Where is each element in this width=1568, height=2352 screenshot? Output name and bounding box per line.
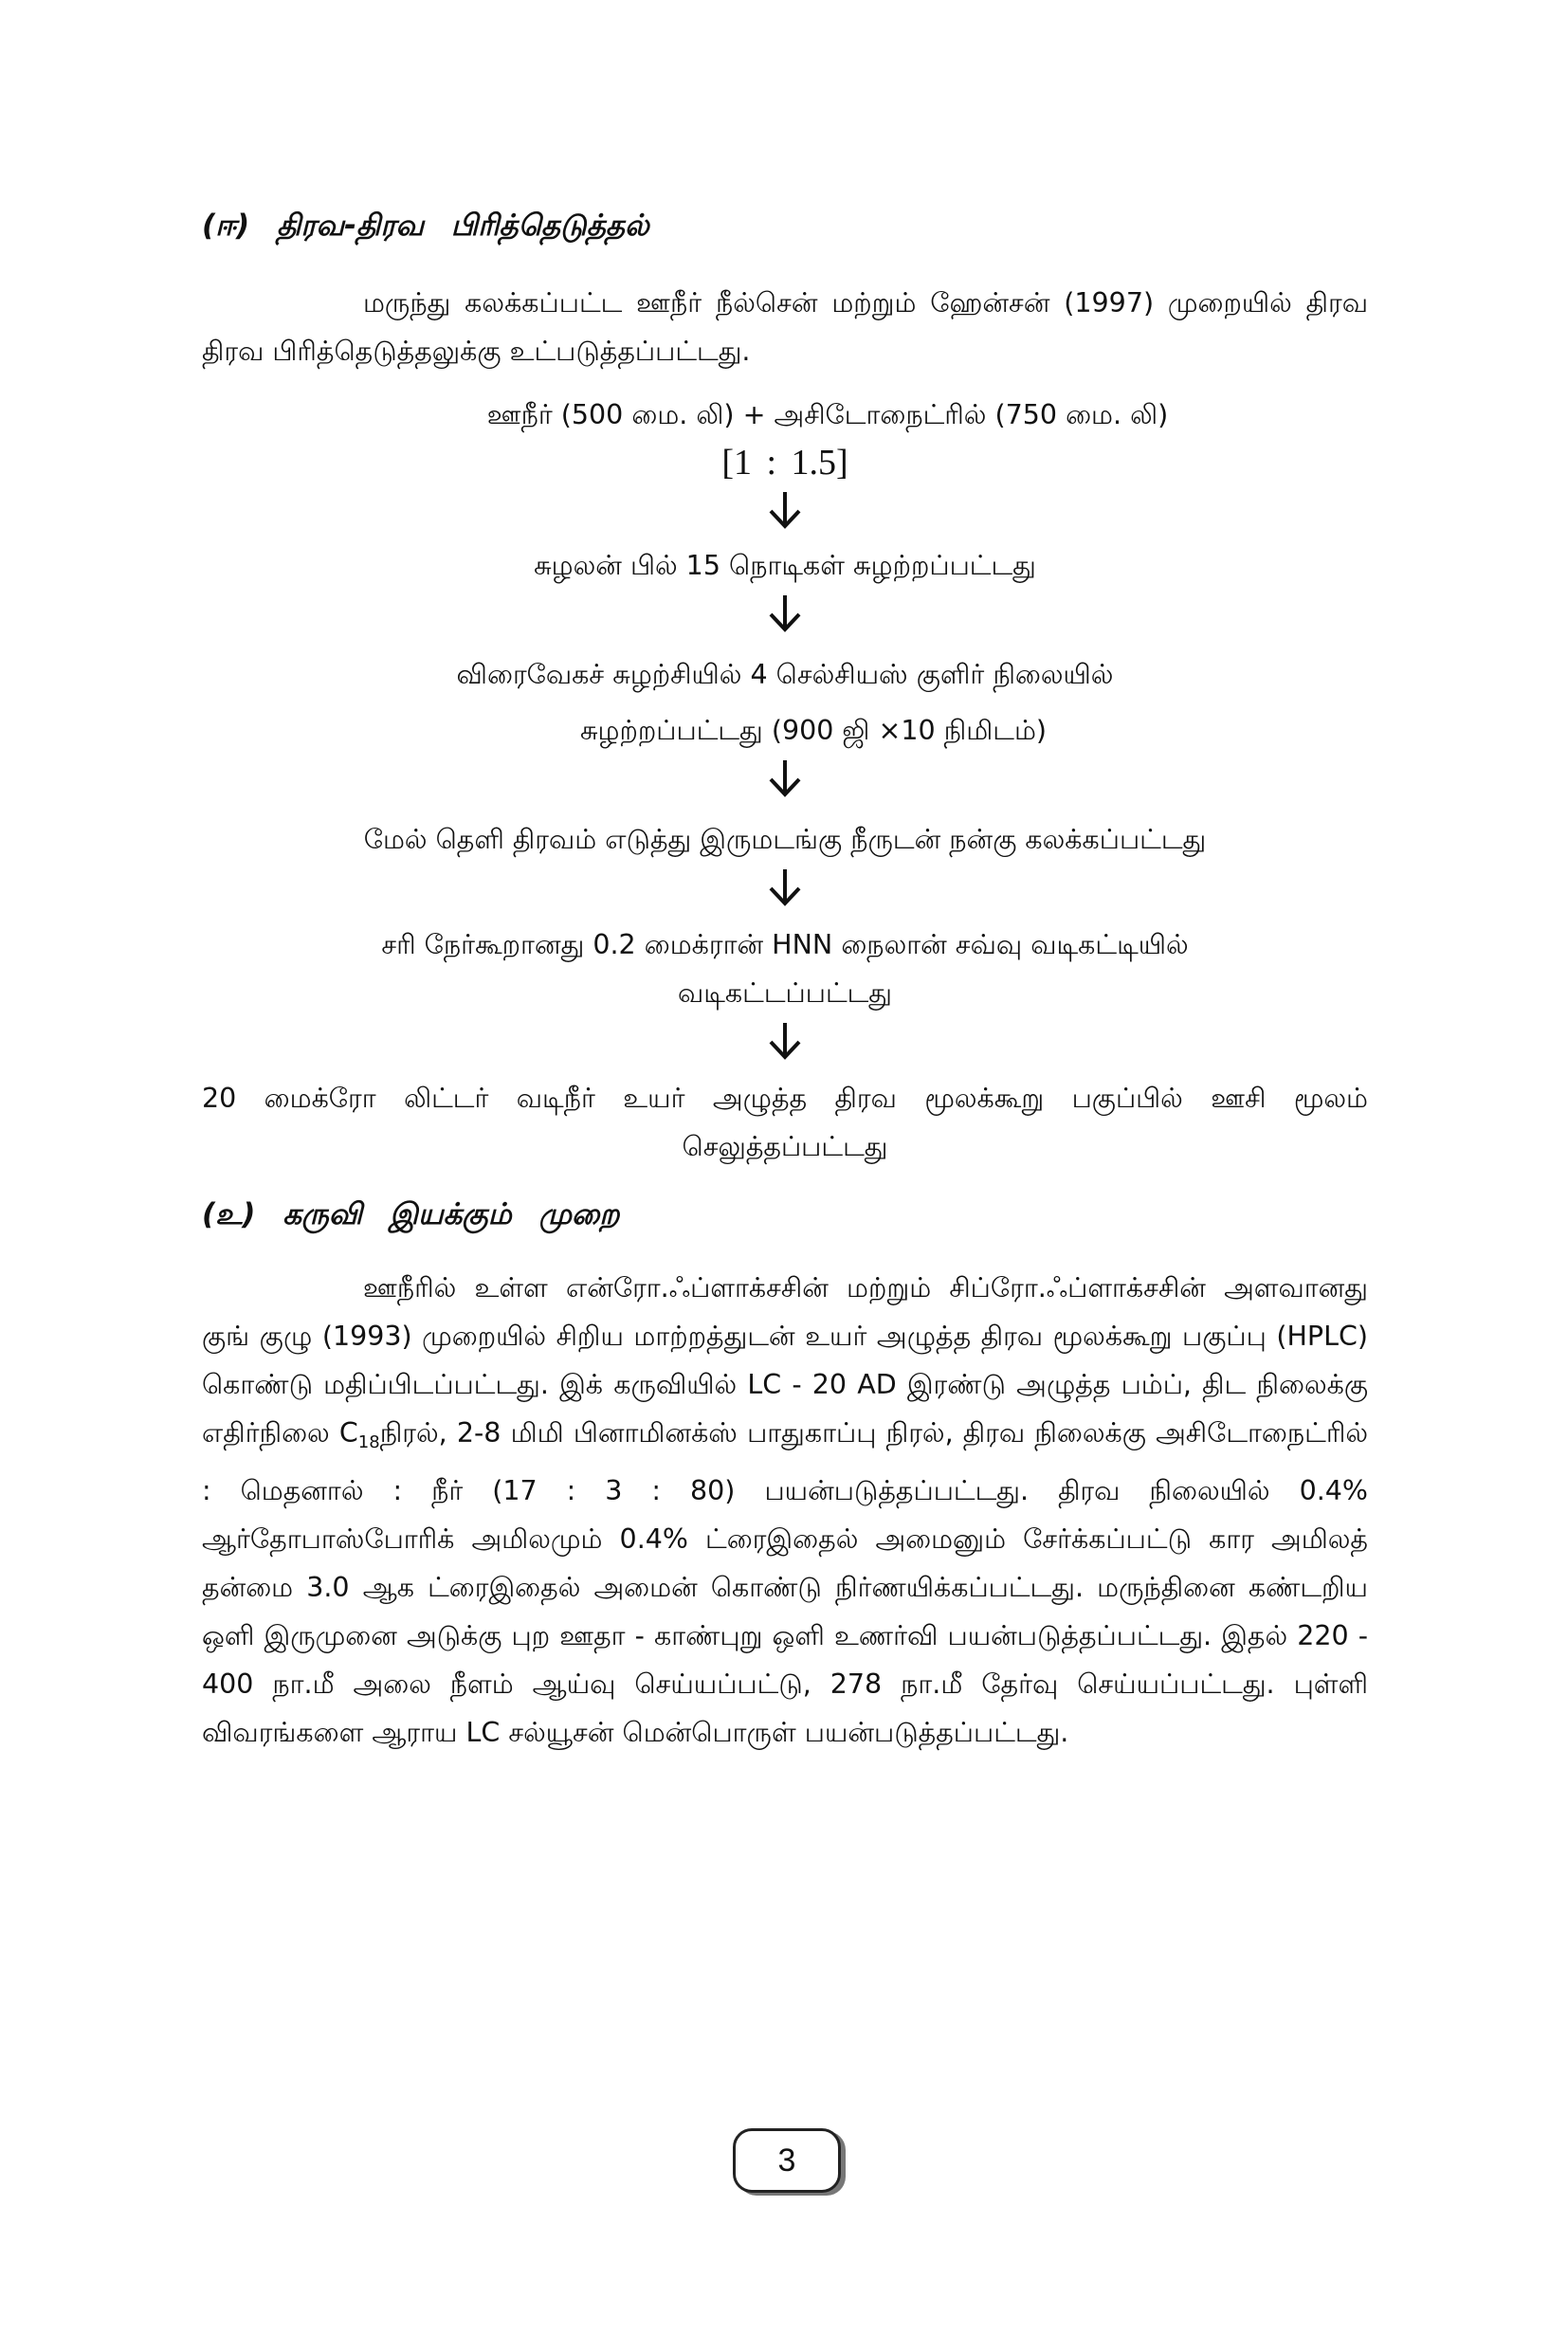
down-arrow-icon: [202, 590, 1368, 637]
down-arrow-icon: [202, 755, 1368, 802]
down-arrow-icon: [202, 1017, 1368, 1065]
page-number-badge: [733, 2128, 841, 2193]
instrument-method-paragraph: [202, 1264, 1368, 1757]
flow-step-injection: 20 மைக்ரோ லிட்டர் வடிநீர் உயர் அழுத்த திரவ மூலக்கூறு பகுப்பில் ஊசி மூலம் செலுத்தப்பட்டது: [202, 1083, 1368, 1162]
flow-step-filter-line2: வடிகட்டப்பட்டது: [677, 977, 893, 1009]
page-number: 3: [777, 2142, 796, 2179]
instrument-text-part2: நிரல், 2-8 மிமி பினாமினக்ஸ் பாதுகாப்பு நிரல், திரவ நிலைக்கு அசிடோநைட்ரில் : மெதனால் : நீர் (17 : 3 : 80) பயன்படுத்தப்பட்டது. திரவ நிலையில் 0.4% ஆர்தோபாஸ்போரிக் அமிலமும் 0.4% ட்ரைஇதைல் அமைனும் சேர்க்கப்பட்டு கார அமிலத் தன்மை 3.0 ஆக ட்ரைஇதைல் அமைன் கொண்டு நிர்ணயிக்கப்பட்டது. மருந்தினை கண்டறிய ஒளி இருமுனை அடுக்கு புற ஊதா - காண்புறு ஒளி உணர்வி பயன்படுத்தப்பட்டது. இதல் 220 - 400 நா.மீ அலை நீளம் ஆய்வு செய்யப்பட்டு, 278 நா.மீ தேர்வு செய்யப்பட்டது. புள்ளி விவரங்களை ஆராய LC சல்யூசன் மென்பொருள் பயன்படுத்தப்பட்டது.: [202, 1417, 1368, 1748]
section-heading-liquid-extraction: (ஈ) திரவ-திரவ பிரித்தெடுத்தல்: [202, 209, 649, 243]
flow-step-vortex: சுழலன் பில் 15 நொடிகள் சுழற்றப்பட்டது: [534, 550, 1036, 581]
flow-ratio: [1 : 1.5]: [721, 443, 848, 483]
flow-step-filter-line1: சரி நேர்கூறானது 0.2 மைக்ரான் HNN நைலான் சவ்வு வடிகட்டியில்: [381, 929, 1189, 960]
flow-step-sample-mix: ஊநீர் (500 மை. லி) + அசிடோநைட்ரில் (750 மை. லி): [486, 399, 1169, 430]
extraction-intro-paragraph: மருந்து கலக்கப்பட்ட ஊநீர் நீல்சென் மற்றும் ஹேன்சன் (1997) முறையில் திரவ திரவ பிரித்தெடுத்தலுக்கு உட்படுத்தப்பட்டது.: [202, 287, 1368, 367]
flow-step-supernatant: மேல் தெளி திரவம் எடுத்து இருமடங்கு நீருடன் நன்கு கலக்கப்பட்டது: [363, 824, 1207, 855]
down-arrow-icon: [202, 864, 1368, 911]
column-subscript: 18: [357, 1432, 380, 1452]
section-heading-instrument-method: (உ) கருவி இயக்கும் முறை: [202, 1197, 620, 1231]
down-arrow-icon: [202, 486, 1368, 534]
instrument-text-part1: ஊநீரில் உள்ள என்ரோ.ஃப்ளாக்சசின் மற்றும் சிப்ரோ.ஃப்ளாக்சசின் அளவானது குங் குழு (1993) முறையில் சிறிய மாற்றத்துடன் உயர் அழுத்த திரவ மூலக்கூறு பகுப்பு (HPLC) கொண்டு மதிப்பிடப்பட்டது. இக் கருவியில் LC - 20 AD இரண்டு அழுத்த பம்ப், திட நிலைக்கு எதிர்நிலை C: [202, 1272, 1368, 1449]
extraction-flowchart: [202, 391, 1368, 1171]
flow-step-centrifuge-line2: சுழற்றப்பட்டது (900 ஜி ×10 நிமிடம்): [579, 715, 1048, 746]
document-page: [202, 190, 1368, 1757]
flow-step-centrifuge-line1: விரைவேகச் சுழற்சியில் 4 செல்சியஸ் குளிர் நிலையில்: [456, 659, 1114, 690]
